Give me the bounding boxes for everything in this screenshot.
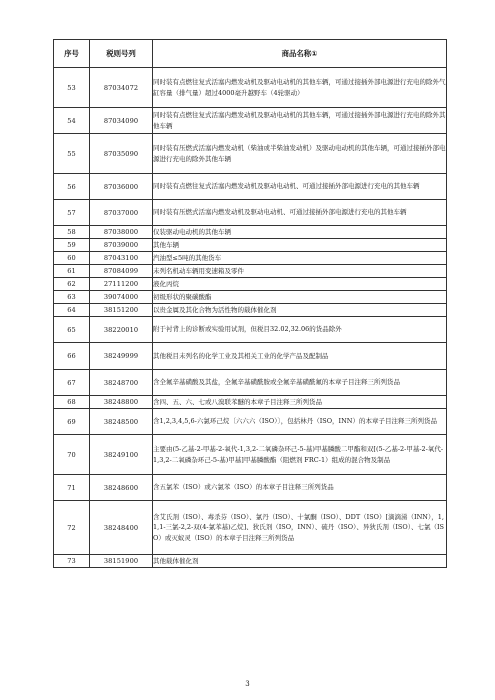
- serial-number-cell: 64: [54, 304, 90, 317]
- serial-number-cell: 71: [54, 475, 90, 501]
- table-row: [54, 134, 447, 174]
- table-header: [54, 40, 447, 68]
- goods-name-cell: 液化丙烷: [153, 278, 447, 291]
- table-row: [54, 555, 447, 568]
- serial-number-cell: 68: [54, 396, 90, 409]
- serial-number-cell: 63: [54, 291, 90, 304]
- goods-name-cell: 其他车辆: [153, 239, 447, 252]
- table-row: [54, 265, 447, 278]
- goods-name-cell: 含1,2,3,4,5,6-六氯环己烷〔六六六（ISO）〕，包括林丹（ISO，INN）的本章子目注释三所列货品: [153, 409, 447, 435]
- tariff-code-cell: 87036000: [90, 174, 153, 200]
- goods-name-cell: 主要由(5-乙基-2-甲基-2-氧代-1,3,2-二氧磷杂环己-5-基)甲基膦酸二甲酯和双[(5-乙基-2-甲基-2-氧代-1,3,2-二氧磷杂环己-5-基)甲基]甲基膦酸酯（阻燃剂 FRC-1）组成的混合物及制品: [153, 435, 447, 475]
- tariff-code-cell: 87034090: [90, 108, 153, 134]
- tariff-code-cell: 38151900: [90, 555, 153, 568]
- goods-name-cell: 含五氯苯（ISO）或六氯苯（ISO）的本章子目注释三所列货品: [153, 475, 447, 501]
- tariff-code-cell: 38248500: [90, 409, 153, 435]
- tariff-code-cell: 38220010: [90, 317, 153, 343]
- goods-name-cell: 附于衬背上的诊断或实验用试剂，但税目32.02,32.06的货品除外: [153, 317, 447, 343]
- serial-number-cell: 54: [54, 108, 90, 134]
- goods-name-cell: 同时装有压燃式活塞内燃发动机及驱动电动机、可通过接插外部电源进行充电的其他车辆: [153, 200, 447, 226]
- table-row: [54, 239, 447, 252]
- goods-name-cell: 初级形状的聚碳酸酯: [153, 291, 447, 304]
- tariff-code-cell: 87038000: [90, 226, 153, 239]
- table-row: [54, 291, 447, 304]
- serial-number-cell: 58: [54, 226, 90, 239]
- serial-number-cell: 66: [54, 343, 90, 370]
- tariff-code-cell: 87039000: [90, 239, 153, 252]
- tariff-code-cell: 87084099: [90, 265, 153, 278]
- serial-number-cell: 61: [54, 265, 90, 278]
- goods-name-cell: 其他税目未列名的化学工业及其相关工业的化学产品及配制品: [153, 343, 447, 370]
- goods-name-cell: 汽油型≤5吨的其他货车: [153, 252, 447, 265]
- serial-number-cell: 60: [54, 252, 90, 265]
- table-row: [54, 435, 447, 475]
- goods-name-cell: 含四、五、六、七或八溴联苯醚的本章子目注释三所列货品: [153, 396, 447, 409]
- table-row: [54, 501, 447, 555]
- header-row: [54, 40, 447, 68]
- tariff-code-cell: 38248400: [90, 501, 153, 555]
- tariff-code-cell: 38248700: [90, 370, 153, 396]
- goods-name-cell: 同时装有压燃式活塞内燃发动机（柴油或半柴油发动机）及驱动电动机的其他车辆，可通过接插外部电源进行充电的除外其他车辆: [153, 134, 447, 174]
- table-row: [54, 278, 447, 291]
- tariff-table: [53, 39, 447, 568]
- table-row: [54, 108, 447, 134]
- table-row: [54, 226, 447, 239]
- tariff-code-cell: 38248600: [90, 475, 153, 501]
- header-tariff-code: 税则号列: [90, 40, 153, 68]
- tariff-code-cell: 27111200: [90, 278, 153, 291]
- table-row: [54, 370, 447, 396]
- serial-number-cell: 67: [54, 370, 90, 396]
- table-row: [54, 396, 447, 409]
- header-goods-name: 商品名称①: [153, 40, 447, 68]
- table-body: [54, 68, 447, 568]
- tariff-code-cell: 39074000: [90, 291, 153, 304]
- serial-number-cell: 70: [54, 435, 90, 475]
- tariff-code-cell: 87034072: [90, 68, 153, 108]
- tariff-code-cell: 38248800: [90, 396, 153, 409]
- tariff-code-cell: 38249100: [90, 435, 153, 475]
- tariff-code-cell: 87037000: [90, 200, 153, 226]
- goods-name-cell: 其他载体催化剂: [153, 555, 447, 568]
- goods-name-cell: 含全氟辛基磺酸及其盐，全氟辛基磺酰胺或全氟辛基磺酰氟的本章子目注释三所列货品: [153, 370, 447, 396]
- serial-number-cell: 55: [54, 134, 90, 174]
- table-row: [54, 200, 447, 226]
- goods-name-cell: 含艾氏剂（ISO）、毒杀芬（ISO）、氯丹（ISO）、十氯酮（ISO）、DDT（ISO）[滴滴涕（INN），1,1,1-三氯-2,2-双(4-氯苯基)乙烷]、狄氏剂（ISO，INN）、硫丹（ISO）、异狄氏剂（ISO）、七氯（ISO）或灭蚁灵（ISO）的本章子目注释三所列货品: [153, 501, 447, 555]
- goods-name-cell: 同时装有点燃往复式活塞内燃发动机及驱动电动机的其他车辆，可通过接插外部电源进行充电的除外其他车辆: [153, 108, 447, 134]
- tariff-code-cell: 38249999: [90, 343, 153, 370]
- table-row: [54, 343, 447, 370]
- serial-number-cell: 73: [54, 555, 90, 568]
- table-row: [54, 475, 447, 501]
- serial-number-cell: 72: [54, 501, 90, 555]
- goods-name-cell: 同时装有点燃往复式活塞内燃发动机及驱动电动机的其他车辆，可通过接插外部电源进行充电的除外气缸容量（排气量）超过4000毫升越野车（4轮驱动）: [153, 68, 447, 108]
- goods-name-cell: 未列名机动车辆用变速箱及零件: [153, 265, 447, 278]
- goods-name-cell: 以贵金属及其化合物为活性物的载体催化剂: [153, 304, 447, 317]
- tariff-code-cell: 87035090: [90, 134, 153, 174]
- table-row: [54, 68, 447, 108]
- serial-number-cell: 65: [54, 317, 90, 343]
- table-row: [54, 409, 447, 435]
- serial-number-cell: 69: [54, 409, 90, 435]
- table-row: [54, 317, 447, 343]
- goods-name-cell: 同时装有点燃往复式活塞内燃发动机及驱动电动机、可通过接插外部电源进行充电的其他车辆: [153, 174, 447, 200]
- header-serial-number: 序号: [54, 40, 90, 68]
- serial-number-cell: 62: [54, 278, 90, 291]
- serial-number-cell: 53: [54, 68, 90, 108]
- serial-number-cell: 56: [54, 174, 90, 200]
- serial-number-cell: 57: [54, 200, 90, 226]
- table-row: [54, 174, 447, 200]
- tariff-code-cell: 87043100: [90, 252, 153, 265]
- page-number: 3: [245, 680, 250, 688]
- table-row: [54, 304, 447, 317]
- tariff-code-cell: 38151200: [90, 304, 153, 317]
- table-row: [54, 252, 447, 265]
- goods-name-cell: 仅装驱动电动机的其他车辆: [153, 226, 447, 239]
- serial-number-cell: 59: [54, 239, 90, 252]
